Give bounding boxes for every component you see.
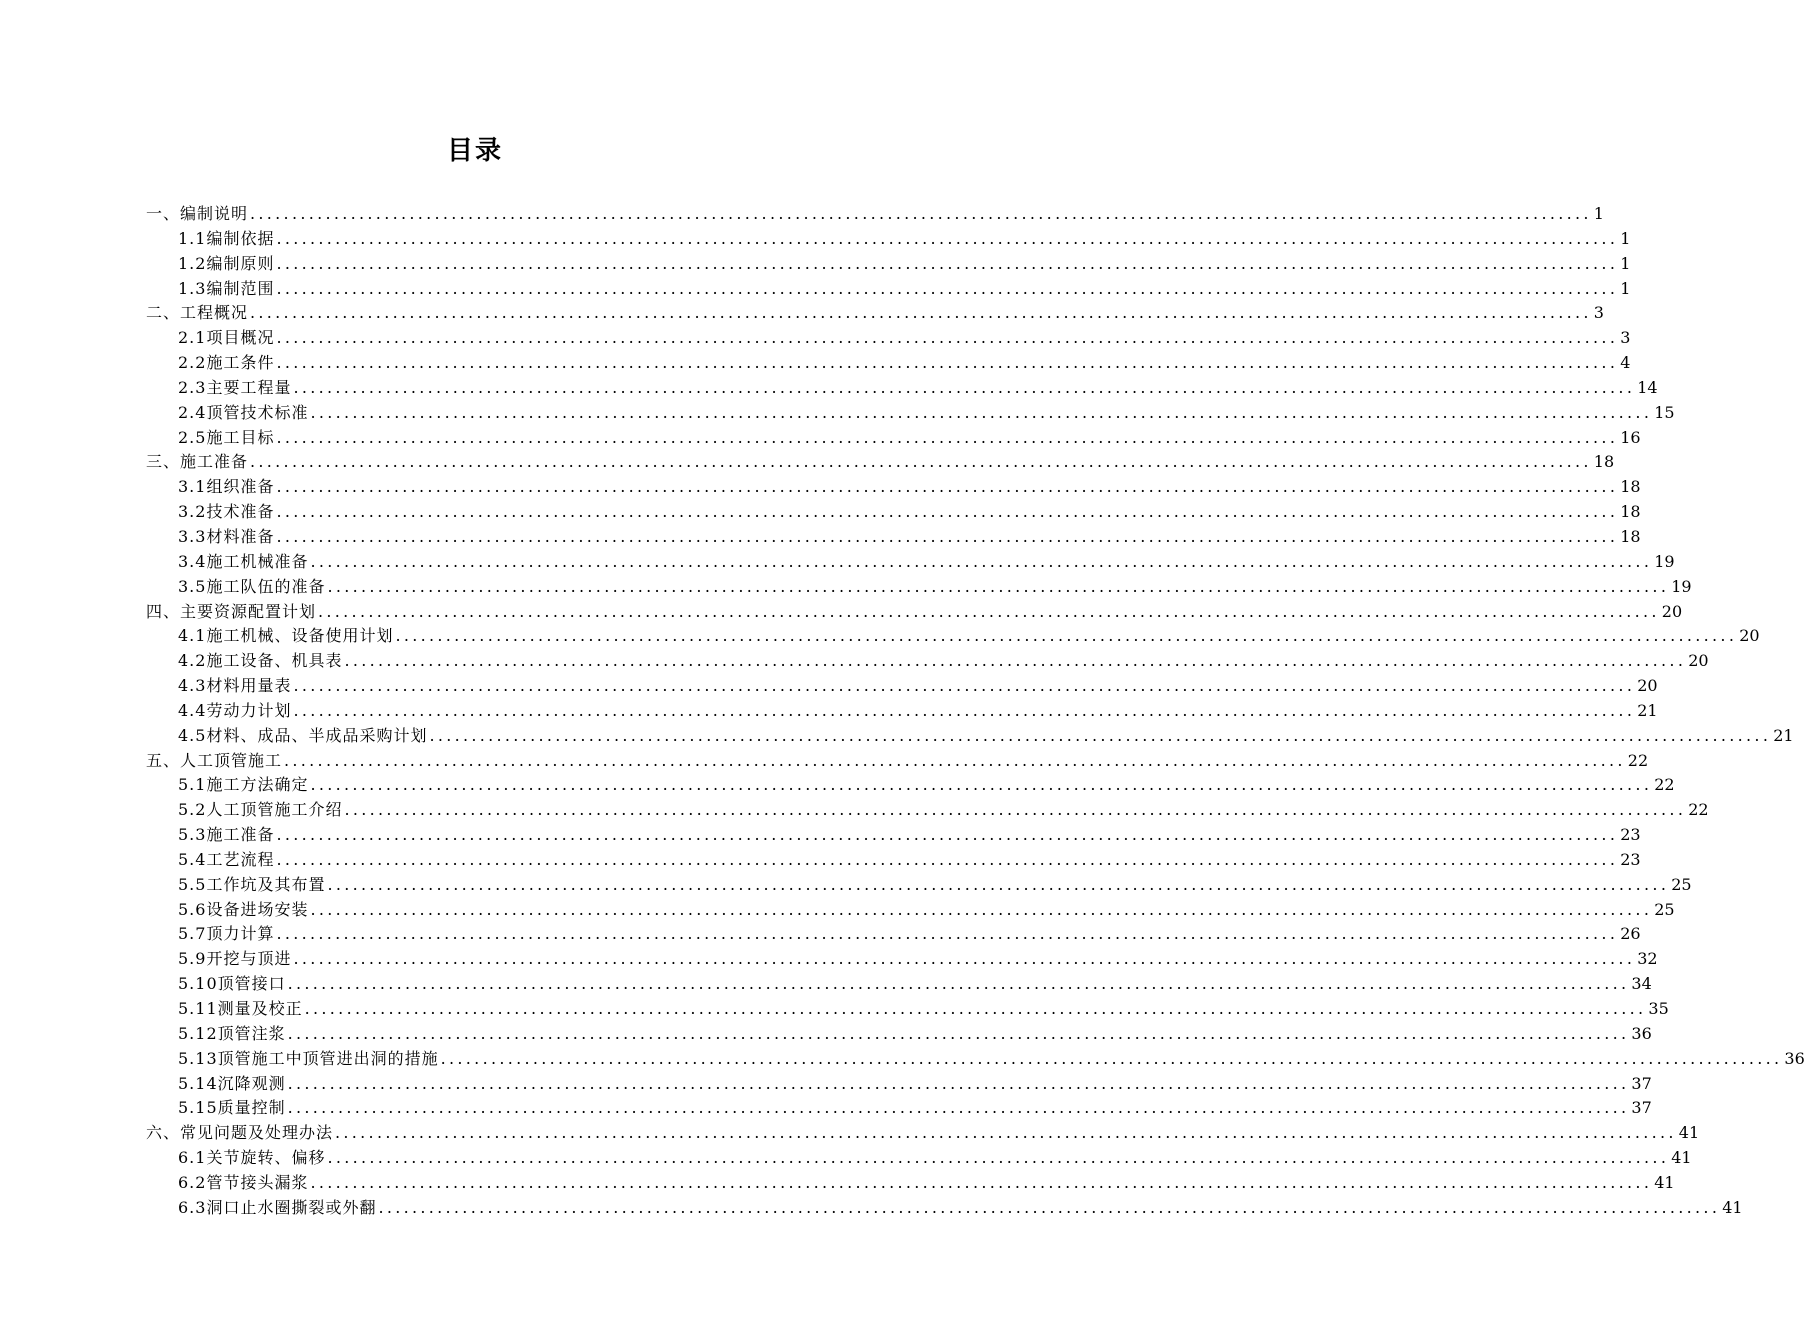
toc-dot-leader: ................................................................................................................................................................ [276, 502, 1619, 522]
toc-page-number: 16 [1620, 427, 1641, 447]
toc-subsection-entry[interactable] [146, 649, 1709, 674]
toc-entry-title: 5.12顶管注浆 [178, 1023, 286, 1043]
toc-entry-title: 3.1组织准备 [178, 477, 275, 497]
toc-subsection-entry[interactable] [146, 873, 1692, 898]
toc-subsection-entry[interactable] [146, 624, 1760, 649]
toc-dot-leader: ................................................................................................................................................................ [287, 1073, 1630, 1093]
toc-entry-title: 2.2施工条件 [178, 353, 275, 373]
toc-dot-leader: ................................................................................................................................................................ [310, 775, 1653, 795]
toc-dot-leader: ................................................................................................................................................................ [276, 924, 1619, 944]
toc-dot-leader: ................................................................................................................................................................ [276, 328, 1619, 348]
toc-dot-leader: ................................................................................................................................................................ [310, 551, 1653, 571]
toc-dot-leader: ................................................................................................................................................................ [327, 874, 1670, 894]
toc-entry-title: 5.5工作坑及其布置 [178, 874, 326, 894]
toc-dot-leader: ................................................................................................................................................................ [276, 477, 1619, 497]
toc-subsection-entry[interactable] [146, 773, 1675, 798]
toc-subsection-entry[interactable] [146, 1196, 1743, 1221]
toc-subsection-entry[interactable] [146, 426, 1641, 451]
toc-subsection-entry[interactable] [146, 1022, 1652, 1047]
toc-dot-leader: ................................................................................................................................................................ [250, 303, 1592, 323]
toc-subsection-entry[interactable] [146, 724, 1794, 749]
toc-subsection-entry[interactable] [146, 326, 1631, 351]
toc-dot-leader: ................................................................................................................................................................ [304, 999, 1647, 1018]
toc-page-number: 22 [1654, 775, 1675, 795]
toc-subsection-entry[interactable] [146, 674, 1658, 699]
toc-entry-title: 5.13顶管施工中顶管进出洞的措施 [178, 1048, 439, 1068]
toc-dot-leader: ................................................................................................................................................................ [287, 1023, 1630, 1043]
toc-dot-leader: ................................................................................................................................................................ [276, 228, 1619, 248]
toc-page-number: 25 [1654, 899, 1675, 919]
toc-dot-leader: ................................................................................................................................................................ [293, 949, 1636, 969]
toc-entry-title: 2.1项目概况 [178, 328, 275, 348]
toc-entry-title: 6.3洞口止水圈撕裂或外翻 [178, 1197, 377, 1217]
toc-subsection-entry[interactable] [146, 1096, 1652, 1121]
toc-page-number: 19 [1671, 576, 1692, 596]
toc-section-entry[interactable] [146, 202, 1604, 227]
toc-entry-title: 6.2管节接头漏浆 [178, 1172, 309, 1192]
toc-entry-title: 1.3编制范围 [178, 278, 275, 298]
toc-entry-title: 4.3材料用量表 [178, 676, 292, 696]
toc-entry-title: 3.4施工机械准备 [178, 551, 309, 571]
toc-subsection-entry[interactable] [146, 823, 1641, 848]
toc-page-number: 20 [1739, 626, 1760, 646]
toc-subsection-entry[interactable] [146, 475, 1641, 500]
toc-page-number: 18 [1620, 502, 1641, 522]
toc-page-number: 18 [1593, 452, 1615, 472]
page-title: 目录 [446, 136, 503, 166]
toc-page-number: 1 [1620, 253, 1631, 273]
toc-page-number: 36 [1631, 1023, 1652, 1043]
toc-entry-title: 4.1施工机械、设备使用计划 [178, 626, 394, 646]
toc-page-number: 37 [1631, 1073, 1652, 1093]
toc-dot-leader: ................................................................................................................................................................ [310, 1172, 1653, 1192]
toc-subsection-entry[interactable] [146, 1047, 1805, 1072]
toc-page-number: 3 [1593, 303, 1604, 323]
toc-subsection-entry[interactable] [146, 699, 1658, 724]
toc-entry-title: 五、人工顶管施工 [146, 750, 283, 770]
toc-page-number: 15 [1654, 402, 1675, 422]
toc-entry-title: 5.9开挖与顶进 [178, 949, 292, 969]
toc-subsection-entry[interactable] [146, 550, 1675, 575]
toc-page-number: 25 [1671, 874, 1692, 894]
toc-entry-title: 3.5施工队伍的准备 [178, 576, 326, 596]
toc-entry-title: 5.4工艺流程 [178, 849, 275, 869]
toc-dot-leader: ................................................................................................................................................................ [335, 1123, 1677, 1143]
toc-dot-leader: ................................................................................................................................................................ [284, 750, 1626, 770]
toc-dot-leader: ................................................................................................................................................................ [287, 1098, 1630, 1118]
toc-dot-leader: ................................................................................................................................................................ [276, 353, 1619, 373]
toc-dot-leader: ................................................................................................................................................................ [327, 1148, 1670, 1168]
toc-subsection-entry[interactable] [146, 401, 1675, 426]
toc-entry-title: 四、主要资源配置计划 [146, 601, 317, 621]
toc-page-number: 1 [1593, 204, 1604, 223]
toc-subsection-entry[interactable] [146, 1072, 1652, 1097]
toc-entry-title: 5.15质量控制 [178, 1098, 286, 1118]
toc-entry-title: 5.10顶管接口 [178, 974, 286, 994]
toc-subsection-entry[interactable] [146, 1171, 1675, 1196]
toc-subsection-entry[interactable] [146, 525, 1641, 550]
toc-entry-title: 2.5施工目标 [178, 427, 275, 447]
toc-section-entry[interactable] [146, 749, 1649, 774]
toc-page-number: 32 [1637, 949, 1658, 969]
toc-dot-leader: ................................................................................................................................................................ [293, 377, 1636, 397]
toc-section-entry[interactable] [146, 301, 1604, 326]
toc-entry-title: 4.2施工设备、机具表 [178, 651, 343, 671]
toc-subsection-entry[interactable] [146, 376, 1658, 401]
toc-page-number: 18 [1620, 526, 1641, 546]
toc-page-number: 41 [1654, 1172, 1675, 1192]
toc-section-entry[interactable] [146, 450, 1615, 475]
toc-page-number: 36 [1784, 1048, 1805, 1068]
toc-page-number: 3 [1620, 328, 1631, 348]
toc-subsection-entry[interactable] [146, 500, 1641, 525]
toc-entry-title: 4.5材料、成品、半成品采购计划 [178, 725, 428, 745]
toc-entry-title: 5.1施工方法确定 [178, 775, 309, 795]
toc-subsection-entry[interactable] [146, 277, 1631, 302]
toc-page-number: 1 [1620, 228, 1631, 248]
toc-subsection-entry[interactable] [146, 947, 1658, 972]
toc-dot-leader: ................................................................................................................................................................ [318, 601, 1660, 621]
toc-subsection-entry[interactable] [146, 898, 1675, 923]
toc-dot-leader: ................................................................................................................................................................ [395, 626, 1738, 646]
toc-subsection-entry[interactable] [146, 227, 1631, 252]
toc-dot-leader: ................................................................................................................................................................ [276, 825, 1619, 845]
toc-dot-leader: ................................................................................................................................................................ [293, 700, 1636, 720]
toc-page-number: 34 [1631, 974, 1652, 994]
toc-dot-leader: ................................................................................................................................................................ [276, 849, 1619, 869]
toc-dot-leader: ................................................................................................................................................................ [276, 278, 1619, 298]
toc-entry-title: 3.3材料准备 [178, 526, 275, 546]
toc-subsection-entry[interactable] [146, 351, 1631, 376]
toc-dot-leader: ................................................................................................................................................................ [344, 651, 1687, 671]
toc-page-number: 37 [1631, 1098, 1652, 1118]
toc-entry-title: 5.2人工顶管施工介绍 [178, 800, 343, 820]
toc-dot-leader: ................................................................................................................................................................ [310, 899, 1653, 919]
toc-section-entry[interactable] [146, 600, 1683, 625]
table-of-contents [146, 202, 1805, 1221]
toc-entry-title: 6.1关节旋转、偏移 [178, 1148, 326, 1168]
toc-entry-title: 1.2编制原则 [178, 253, 275, 273]
toc-page-number: 20 [1688, 651, 1709, 671]
toc-entry-title: 2.3主要工程量 [178, 377, 292, 397]
toc-entry-title: 一、编制说明 [146, 204, 249, 223]
toc-dot-leader: ................................................................................................................................................................ [287, 974, 1630, 994]
toc-page-number: 23 [1620, 825, 1641, 845]
toc-page-number: 18 [1620, 477, 1641, 497]
toc-page-number: 41 [1671, 1148, 1692, 1168]
toc-page-number: 23 [1620, 849, 1641, 869]
toc-dot-leader: ................................................................................................................................................................ [327, 576, 1670, 596]
toc-subsection-entry[interactable] [146, 972, 1652, 997]
toc-dot-leader: ................................................................................................................................................................ [276, 253, 1619, 273]
toc-page-number: 41 [1722, 1197, 1743, 1217]
toc-dot-leader: ................................................................................................................................................................ [293, 676, 1636, 696]
toc-dot-leader: ................................................................................................................................................................ [250, 452, 1592, 472]
toc-page-number: 22 [1627, 750, 1649, 770]
toc-entry-title: 三、施工准备 [146, 452, 249, 472]
toc-entry-title: 5.3施工准备 [178, 825, 275, 845]
toc-entry-title: 六、常见问题及处理办法 [146, 1123, 334, 1143]
toc-entry-title: 3.2技术准备 [178, 502, 275, 522]
toc-subsection-entry[interactable] [146, 1146, 1692, 1171]
toc-subsection-entry[interactable] [146, 848, 1641, 873]
toc-entry-title: 4.4劳动力计划 [178, 700, 292, 720]
toc-entry-title: 二、工程概况 [146, 303, 249, 323]
toc-page-number: 1 [1620, 278, 1631, 298]
toc-page-number: 26 [1620, 924, 1641, 944]
toc-dot-leader: ................................................................................................................................................................ [344, 800, 1687, 820]
toc-subsection-entry[interactable] [146, 997, 1669, 1022]
toc-entry-title: 5.7顶力计算 [178, 924, 275, 944]
toc-page-number: 22 [1688, 800, 1709, 820]
toc-page-number: 14 [1637, 377, 1658, 397]
toc-page-number: 4 [1620, 353, 1631, 373]
toc-page-number: 20 [1661, 601, 1683, 621]
toc-entry-title: 1.1编制依据 [178, 228, 275, 248]
toc-entry-title: 2.4顶管技术标准 [178, 402, 309, 422]
toc-page-number: 21 [1773, 725, 1794, 745]
toc-page-number: 41 [1678, 1123, 1700, 1143]
toc-page-number: 21 [1637, 700, 1658, 720]
toc-page-number: 35 [1648, 999, 1669, 1018]
toc-page-number: 20 [1637, 676, 1658, 696]
toc-dot-leader: ................................................................................................................................................................ [310, 402, 1653, 422]
toc-dot-leader: ................................................................................................................................................................ [250, 204, 1592, 223]
toc-dot-leader: ................................................................................................................................................................ [440, 1048, 1783, 1068]
toc-entry-title: 5.11测量及校正 [178, 999, 303, 1018]
toc-dot-leader: ................................................................................................................................................................ [276, 427, 1619, 447]
toc-subsection-entry[interactable] [146, 798, 1709, 823]
toc-dot-leader: ................................................................................................................................................................ [378, 1197, 1721, 1217]
toc-page-number: 19 [1654, 551, 1675, 571]
toc-entry-title: 5.6设备进场安装 [178, 899, 309, 919]
toc-subsection-entry[interactable] [146, 575, 1692, 600]
toc-entry-title: 5.14沉降观测 [178, 1073, 286, 1093]
toc-subsection-entry[interactable] [146, 922, 1641, 947]
toc-dot-leader: ................................................................................................................................................................ [429, 725, 1772, 745]
toc-dot-leader: ................................................................................................................................................................ [276, 526, 1619, 546]
toc-section-entry[interactable] [146, 1121, 1700, 1146]
toc-subsection-entry[interactable] [146, 252, 1631, 277]
